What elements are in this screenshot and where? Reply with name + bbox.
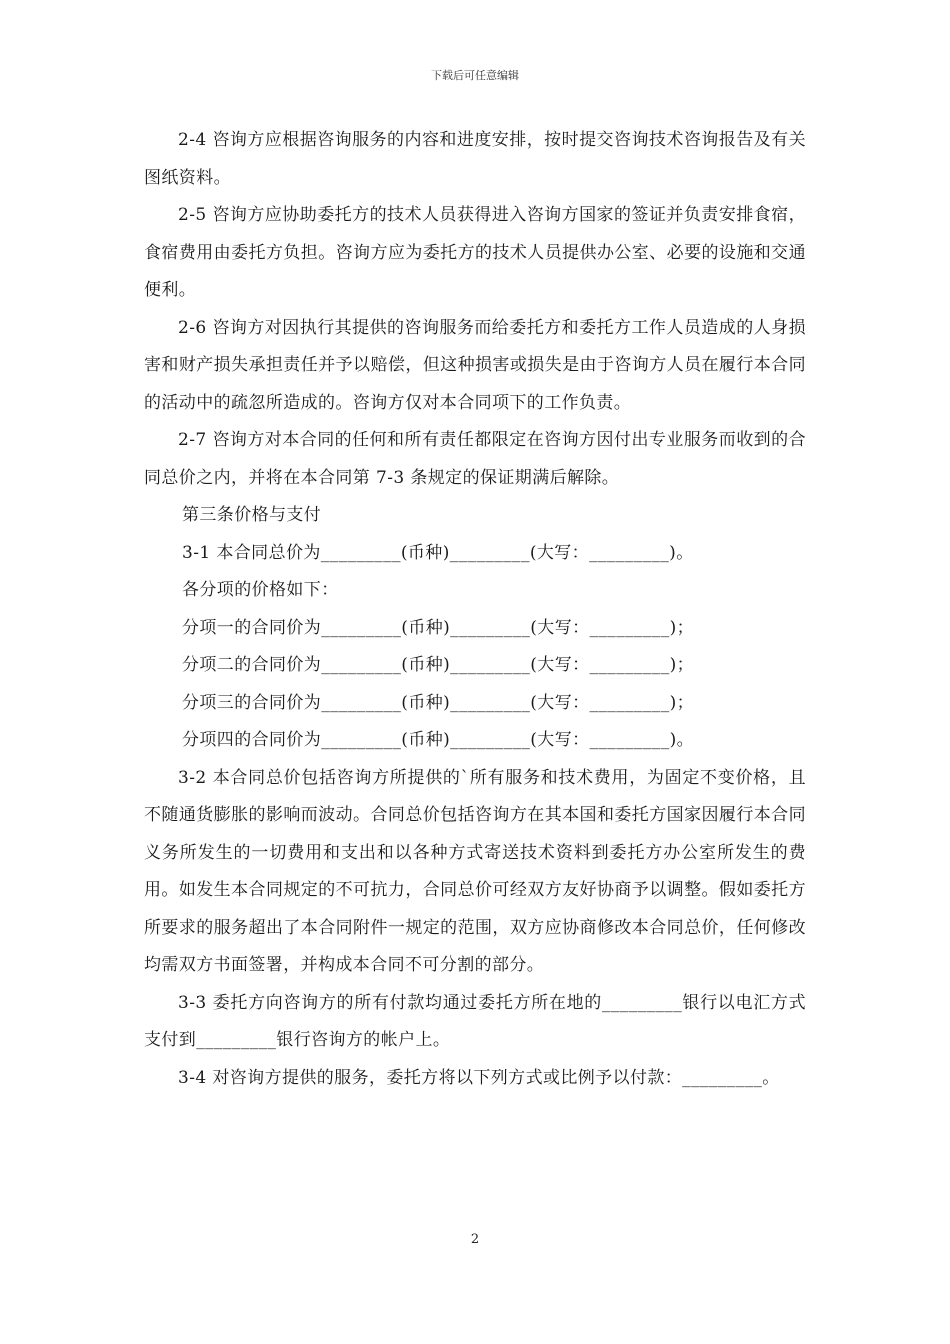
clause-2-7: 2-7 咨询方对本合同的任何和所有责任都限定在咨询方因付出专业服务而收到的合同总价之内，并将在本合同第 7-3 条规定的保证期满后解除。 — [144, 430, 806, 488]
clause-3-2: 3-2 本合同总价包括咨询方所提供的`所有服务和技术费用，为固定不变价格，且不随通货膨胀的影响而波动。合同总价包括咨询方在其本国和委托方国家因履行本合同义务所发生的一切费用和支出和以各种方式寄送技术资料到委托方办公室所发生的费用。如发生本合同规定的不可抗力，合同总价可经双方友好协商予以调整。假如委托方所要求的服务超出了本合同附件一规定的范围，双方应协商修改本合同总价，任何修改均需双方书面签署，并构成本合同不可分割的部分。 — [144, 767, 806, 975]
section-3-heading: 第三条价格与支付 — [182, 505, 322, 525]
clause-2-6: 2-6 咨询方对因执行其提供的咨询服务而给委托方和委托方工作人员造成的人身损害和财产损失承担责任并予以赔偿，但这种损害或损失是由于咨询方人员在履行本合同的活动中的疏忽所造成的。咨询方仅对本合同项下的工作负责。 — [144, 317, 806, 413]
document-body — [144, 122, 806, 1097]
clause-3-3: 3-3 委托方向咨询方的所有付款均通过委托方所在地的_________银行以电汇方式支付到_________银行咨询方的帐户上。 — [144, 992, 806, 1050]
sub-items-intro: 各分项的价格如下： — [182, 580, 339, 600]
clause-2-5: 2-5 咨询方应协助委托方的技术人员获得进入咨询方国家的签证并负责安排食宿，食宿费用由委托方负担。咨询方应为委托方的技术人员提供办公室、必要的设施和交通便利。 — [144, 205, 806, 300]
sub-item-4-price: 分项四的合同价为_________(币种)_________(大写：_________)。 — [182, 730, 695, 750]
page-header: 下载后可任意编辑 — [431, 69, 519, 82]
clause-3-1: 3-1 本合同总价为_________(币种)_________(大写：_________)。 — [182, 542, 694, 563]
clause-3-4: 3-4 对咨询方提供的服务，委托方将以下列方式或比例予以付款：_________。 — [178, 1067, 780, 1088]
clause-2-4: 2-4 咨询方应根据咨询服务的内容和进度安排，按时提交咨询技术咨询报告及有关图纸资料。 — [144, 130, 806, 188]
sub-item-2-price: 分项二的合同价为_________(币种)_________(大写：_________)； — [182, 655, 695, 675]
sub-item-3-price: 分项三的合同价为_________(币种)_________(大写：_________)； — [182, 692, 695, 713]
sub-item-1-price: 分项一的合同价为_________(币种)_________(大写：_________)； — [182, 617, 695, 638]
page-number: 2 — [470, 1232, 480, 1247]
